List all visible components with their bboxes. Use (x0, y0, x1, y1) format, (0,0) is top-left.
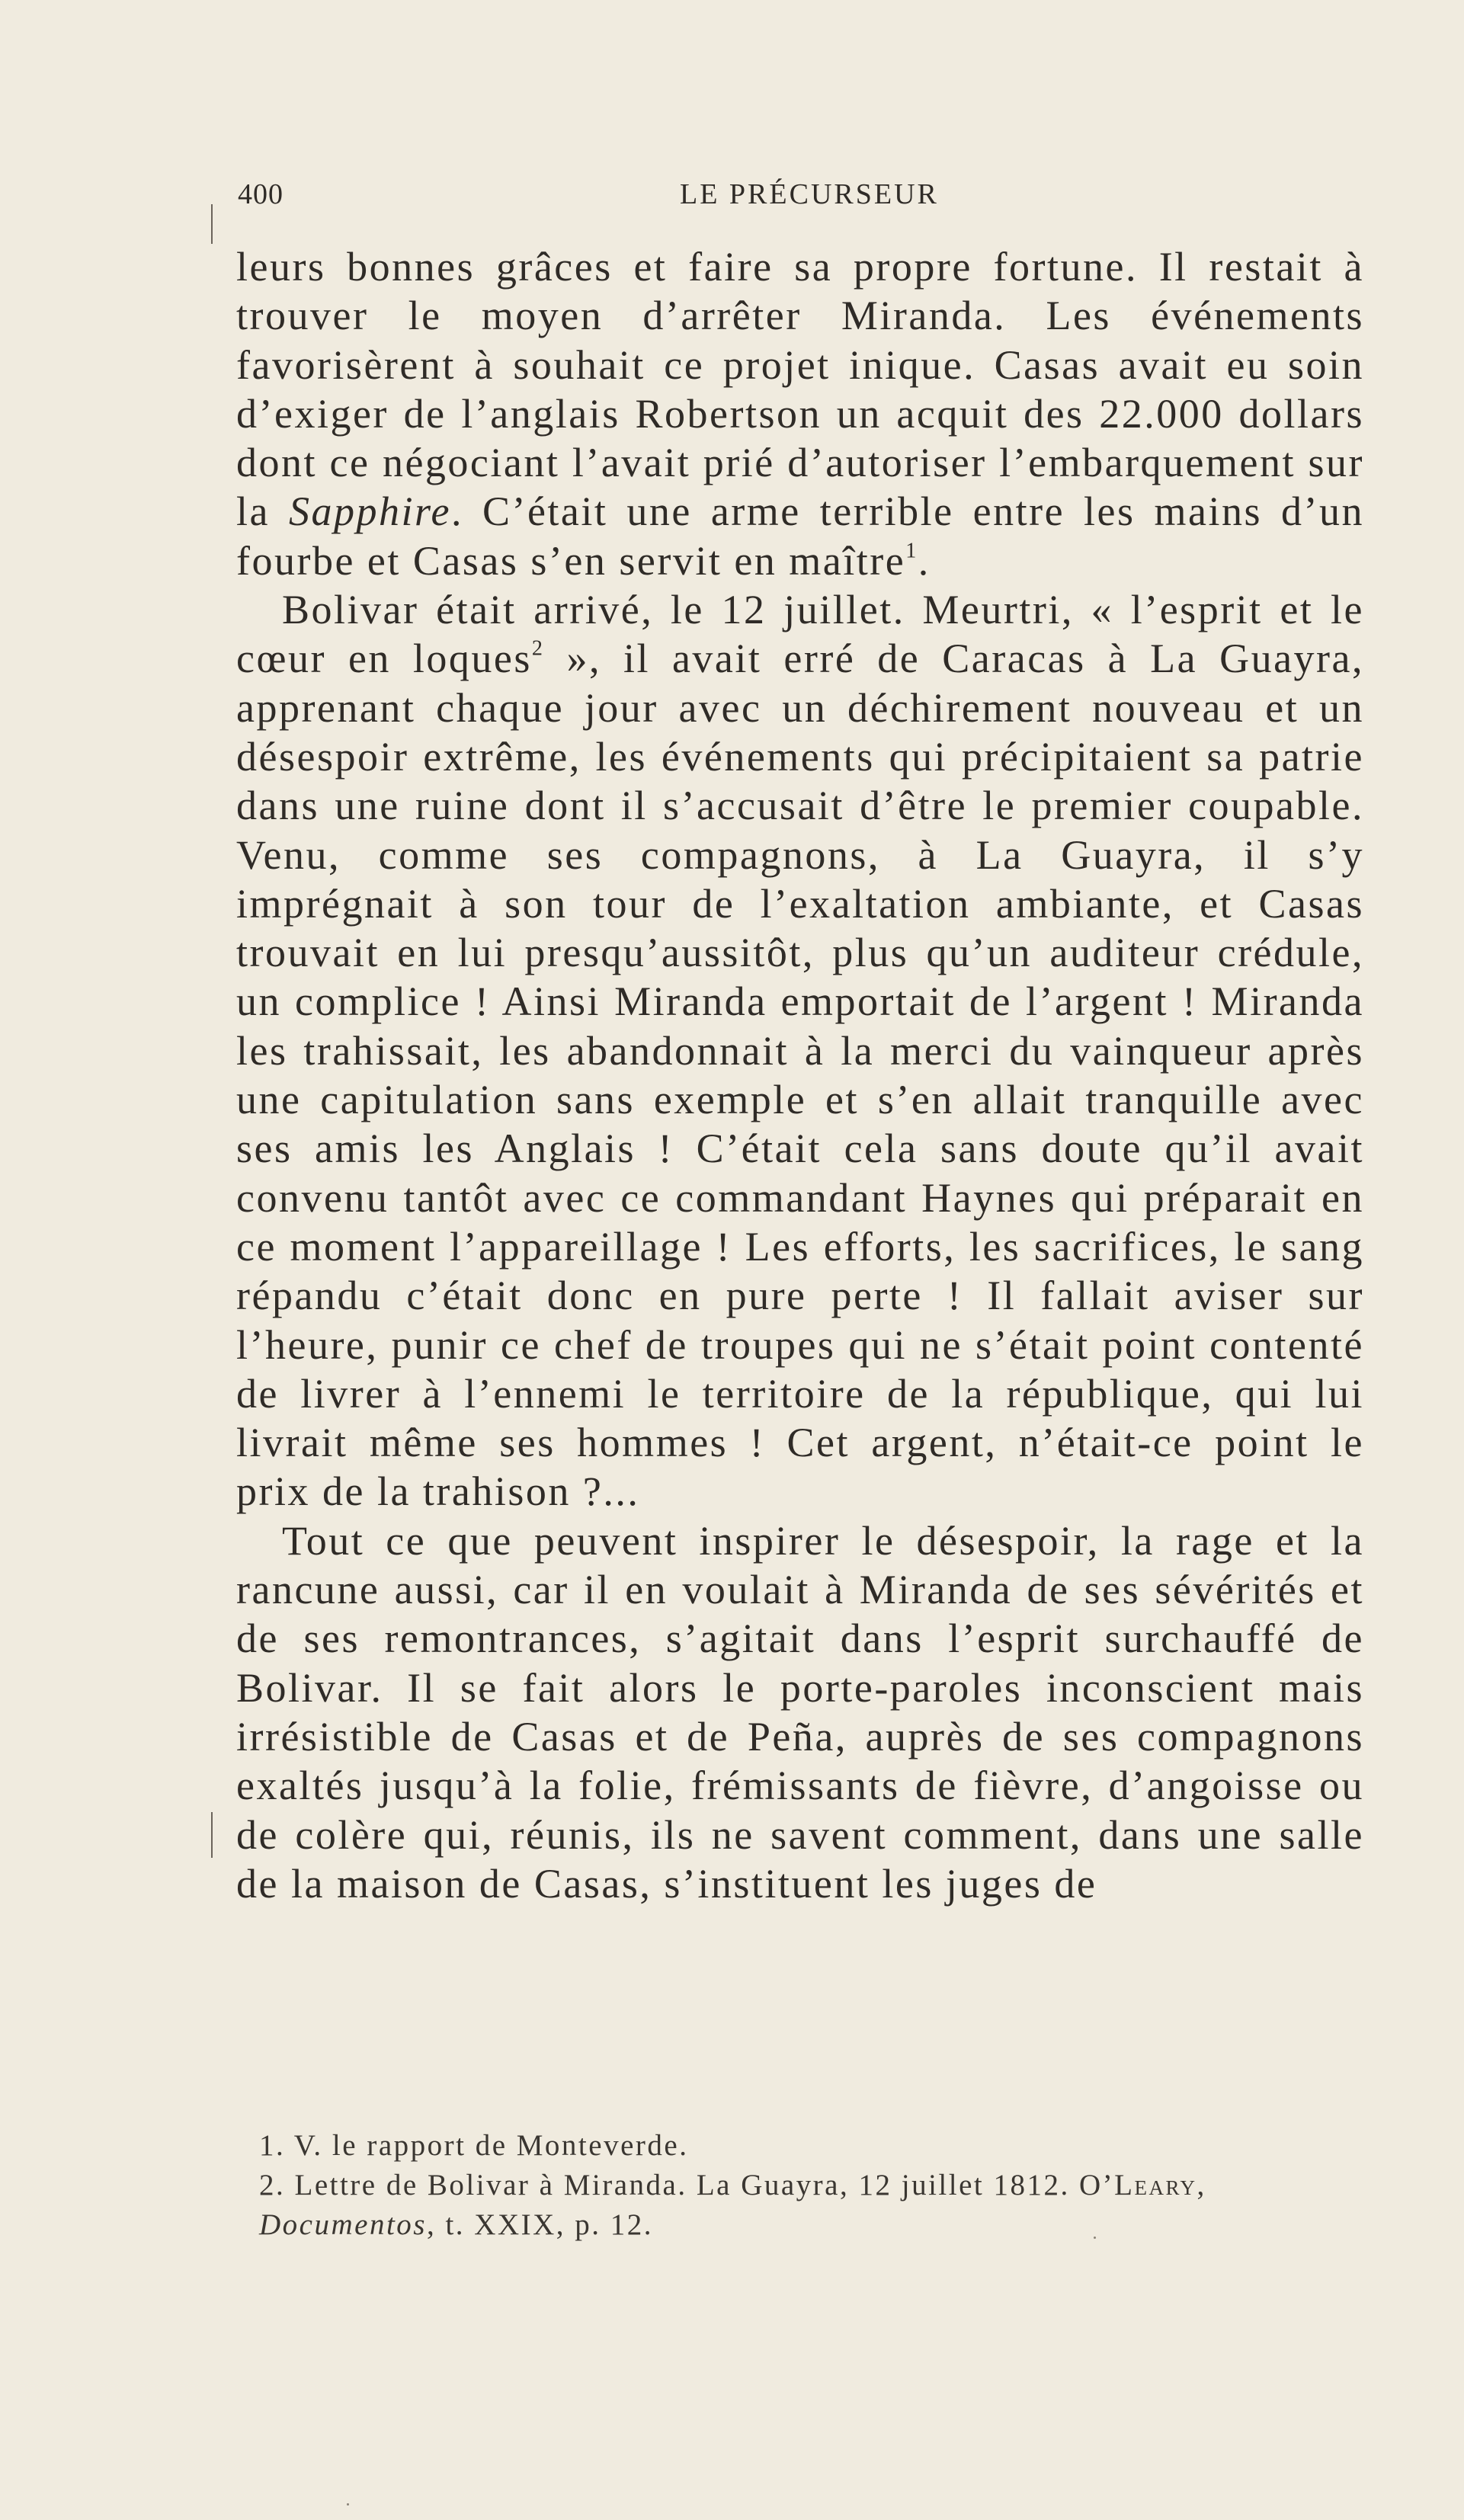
text-run: , (1197, 2169, 1206, 2201)
footnote (236, 2166, 1364, 2245)
text-run: 2. Lettre de Bolivar à Miranda. La Guayra, 12 juillet 1812. O’ (259, 2169, 1115, 2201)
paragraph (236, 585, 1364, 1516)
page-number: 400 (238, 178, 284, 210)
text-run: . (918, 537, 931, 584)
paper-speck (347, 2503, 349, 2506)
footnote-ref: 1 (905, 539, 918, 563)
text-run: 1. V. le rapport de Monteverde. (259, 2129, 689, 2162)
margin-mark (211, 1812, 213, 1858)
text-run: Bolivar était arrivé, le 12 juillet. Meurtri, « l’esprit et le cœur en loques (236, 587, 1364, 682)
italic-text: Sapphire (288, 488, 451, 535)
text-run: , t. XXIX, p. 12. (426, 2208, 654, 2241)
footnote-ref: 2 (531, 636, 545, 661)
text-run: Tout ce que peuvent inspirer le désespoir, la rage et la rancune aussi, car il en voulait à Miranda de ses sévérités et de ses remontrances, s’agitait dans l’esprit surchauffé de Bolivar. Il se fait alors le porte-paroles inconscient mais irrésistible de Casas et de Peña, auprès de ses compagnons exaltés jusqu’à la folie, frémissants de fièvre, d’angoisse ou de colère qui, réunis, ils ne savent comment, dans une salle de la maison de Casas, s’instituent les juges de (236, 1517, 1364, 1907)
text-run: leurs bonnes grâces et faire sa propre fortune. Il restait à trouver le moyen d’arrêter Miranda. Les événements favorisèrent à souhait ce projet inique. Casas avait eu soin d’exiger de l’anglais Robertson un acquit des 22.000 dollars dont ce négociant l’avait prié d’autoriser l’embarquement sur la (236, 244, 1364, 535)
smallcaps-text: Leary (1114, 2169, 1197, 2201)
footnotes (236, 2126, 1364, 2245)
body-text (236, 242, 1364, 1908)
margin-mark (211, 204, 213, 244)
running-title: LE PRÉCURSEUR (680, 178, 939, 210)
text-run: . C’était une arme terrible entre les mains d’un fourbe et Casas s’en servit en maître (236, 488, 1364, 584)
text-run: », il avait erré de Caracas à La Guayra, apprenant chaque jour avec un déchirement nouveau et un désespoir extrême, les événements qui précipitaient sa patrie dans une ruine dont il s’accusait d’être le premier coupable. Venu, comme ses compagnons, à La Guayra, il s’y imprégnait à son tour de l’exaltation ambiante, et Casas trouvait en lui presqu’aussitôt, plus qu’un auditeur crédule, un complice ! Ainsi Miranda emportait de l’argent ! Miranda les trahissait, les abandonnait à la merci du vainqueur après une capitulation sans exemple et s’en allait tranquille avec ses amis les Anglais ! C’était cela sans doute qu’il avait convenu tantôt avec ce commandant Haynes qui préparait en ce moment l’appareillage ! Les efforts, les sacrifices, le sang répandu c’était donc en pure perte ! Il fallait aviser sur l’heure, punir ce chef de troupes qui ne s’était point contenté de livrer à l’ennemi le territoire de la république, qui lui livrait même ses hommes ! Cet argent, n’était-ce point le prix de la trahison ?... (236, 636, 1364, 1515)
paragraph (236, 1516, 1364, 1908)
italic-text: Documentos (259, 2208, 427, 2241)
footnote (236, 2126, 1364, 2166)
page-header (238, 178, 1366, 223)
paragraph (236, 242, 1364, 585)
